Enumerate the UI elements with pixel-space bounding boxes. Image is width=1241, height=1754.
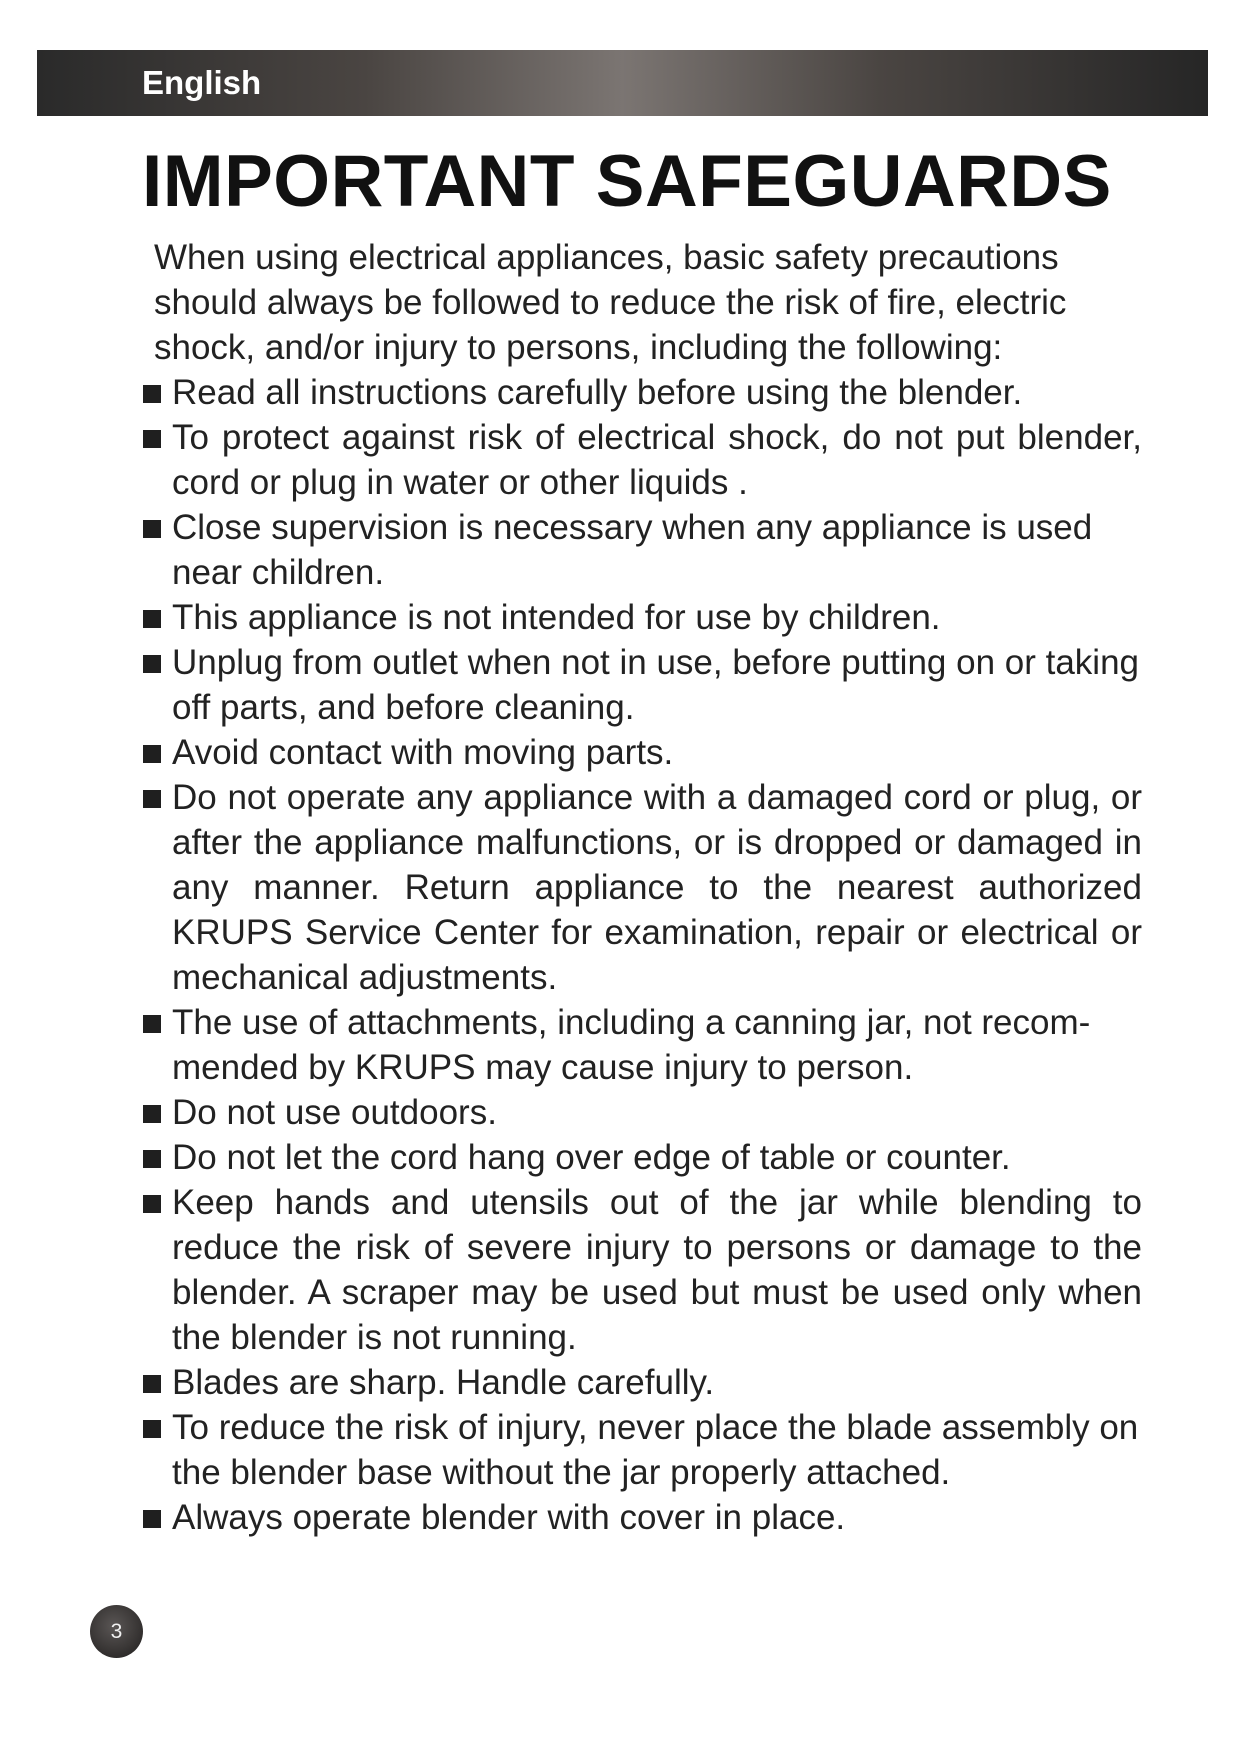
- list-item-text: Always operate blender with cover in place.: [172, 1498, 846, 1537]
- list-item-text: Blades are sharp. Handle carefully.: [172, 1363, 715, 1402]
- square-bullet-icon: [143, 790, 161, 808]
- list-item: [142, 415, 1142, 505]
- list-item-text: Unplug from outlet when not in use, before putting on or taking off parts, and before cleaning.: [172, 643, 1139, 727]
- language-header-bar: [37, 50, 1208, 116]
- list-item: [142, 1495, 1142, 1540]
- page-number-badge: 3: [90, 1605, 143, 1658]
- list-item-text: Do not let the cord hang over edge of table or counter.: [172, 1138, 1011, 1177]
- list-item: [142, 1360, 1142, 1405]
- square-bullet-icon: [143, 385, 161, 403]
- list-item: [142, 1090, 1142, 1135]
- safeguards-section: [142, 235, 1142, 1540]
- language-label: English: [142, 64, 262, 101]
- page-title: IMPORTANT SAFEGUARDS: [142, 141, 1112, 222]
- list-item-text: The use of attachments, including a canning jar, not recom- mended by KRUPS may cause injury to person.: [172, 1003, 1091, 1087]
- list-item-text: Read all instructions carefully before using the blender.: [172, 373, 1023, 412]
- list-item: [142, 1135, 1142, 1180]
- list-item: [142, 640, 1142, 730]
- list-item: [142, 370, 1142, 415]
- square-bullet-icon: [143, 1195, 161, 1213]
- list-item-text: Close supervision is necessary when any appliance is used near children.: [172, 508, 1093, 592]
- square-bullet-icon: [143, 430, 161, 448]
- list-item-text: Do not use outdoors.: [172, 1093, 497, 1132]
- list-item-text: To protect against risk of electrical shock, do not put blender, cord or plug in water or other liquids .: [172, 418, 1142, 502]
- square-bullet-icon: [143, 1105, 161, 1123]
- list-item: [142, 505, 1142, 595]
- square-bullet-icon: [143, 745, 161, 763]
- list-item-text: To reduce the risk of injury, never place the blade assembly on the blender base without the jar properly attached.: [172, 1408, 1139, 1492]
- list-item: [142, 730, 1142, 775]
- safeguards-list: [142, 370, 1142, 1540]
- list-item-text: Do not operate any appliance with a damaged cord or plug, or after the appliance malfunctions, or is dropped or damaged in any manner. Return appliance to the nearest authorized KRUPS Service Center for examination, repair or electrical or mechanical adjustments.: [172, 778, 1142, 997]
- square-bullet-icon: [143, 1375, 161, 1393]
- list-item: [142, 595, 1142, 640]
- square-bullet-icon: [143, 1150, 161, 1168]
- square-bullet-icon: [143, 1510, 161, 1528]
- list-item-text: This appliance is not intended for use by children.: [172, 598, 941, 637]
- list-item: [142, 775, 1142, 1000]
- intro-paragraph: When using electrical appliances, basic safety precautions should always be followed to reduce the risk of fire, electric shock, and/or injury to persons, including the following:: [154, 238, 1067, 367]
- list-item: [142, 1180, 1142, 1360]
- square-bullet-icon: [143, 610, 161, 628]
- list-item: [142, 1405, 1142, 1495]
- list-item-text: Avoid contact with moving parts.: [172, 733, 674, 772]
- square-bullet-icon: [143, 1015, 161, 1033]
- square-bullet-icon: [143, 655, 161, 673]
- list-item-text: Keep hands and utensils out of the jar while blending to reduce the risk of severe injury to persons or damage to the blender. A scraper may be used but must be used only when the blender is not running.: [172, 1183, 1142, 1357]
- list-item: [142, 1000, 1142, 1090]
- square-bullet-icon: [143, 1420, 161, 1438]
- square-bullet-icon: [143, 520, 161, 538]
